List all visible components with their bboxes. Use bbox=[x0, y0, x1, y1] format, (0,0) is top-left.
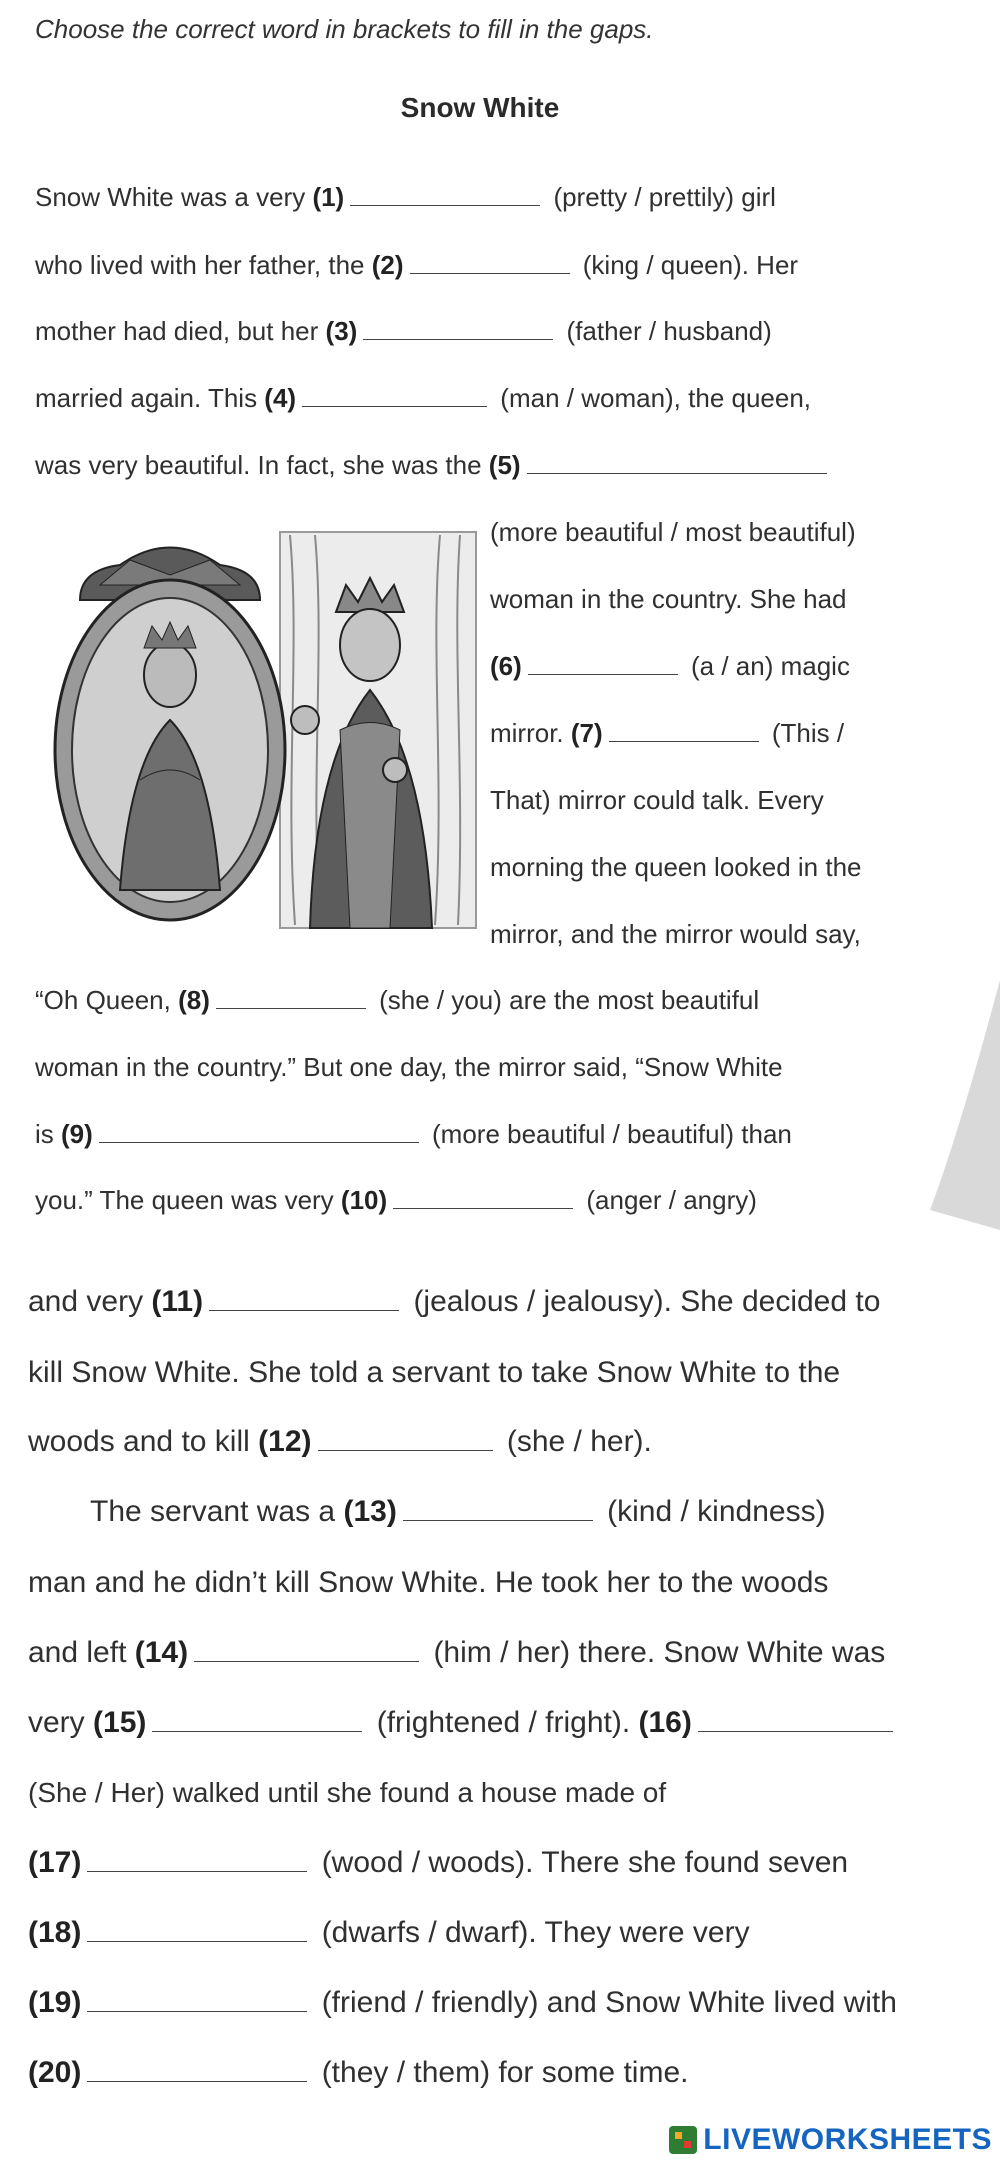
answer-gap-6[interactable] bbox=[528, 654, 678, 675]
answer-gap-10[interactable] bbox=[393, 1188, 573, 1209]
gap-number: (5) bbox=[488, 450, 521, 480]
text-line: (19) (friend / friendly) and Snow White lived with bbox=[28, 1986, 897, 2019]
answer-gap-15[interactable] bbox=[152, 1711, 362, 1732]
gap-number: (7) bbox=[570, 718, 603, 748]
text-line: The servant was a (13) (kind / kindness) bbox=[90, 1495, 826, 1528]
gap-number: (4) bbox=[264, 383, 297, 413]
answer-gap-17[interactable] bbox=[87, 1851, 307, 1872]
page-curl-shadow bbox=[930, 980, 1000, 1230]
story-title: Snow White bbox=[400, 92, 560, 123]
gap-number: (11) bbox=[151, 1285, 204, 1318]
text-line: mirror, and the mirror would say, bbox=[490, 919, 861, 949]
gap-number: (19) bbox=[28, 1986, 82, 2019]
text-line: is (9) (more beautiful / beautiful) than bbox=[35, 1119, 792, 1149]
answer-gap-13[interactable] bbox=[403, 1500, 593, 1521]
gap-number: (15) bbox=[93, 1706, 147, 1739]
gap-number: (3) bbox=[325, 316, 358, 346]
text-line: (18) (dwarfs / dwarf). They were very bbox=[28, 1916, 750, 1949]
text-line: morning the queen looked in the bbox=[490, 852, 862, 882]
answer-gap-8[interactable] bbox=[216, 988, 366, 1009]
answer-gap-5[interactable] bbox=[527, 453, 827, 474]
instruction-text: Choose the correct word in brackets to fill in the gaps. bbox=[35, 14, 654, 44]
gap-number: (1) bbox=[312, 182, 345, 212]
text-line: woman in the country. She had bbox=[490, 584, 847, 614]
answer-gap-14[interactable] bbox=[194, 1641, 419, 1662]
answer-gap-2[interactable] bbox=[410, 253, 570, 274]
text-line: you.” The queen was very (10) (anger / angry) bbox=[35, 1185, 757, 1215]
answer-gap-7[interactable] bbox=[609, 721, 759, 742]
gap-number: (9) bbox=[61, 1119, 93, 1149]
text-line: (20) (they / them) for some time. bbox=[28, 2056, 689, 2089]
queen-mirror-illustration bbox=[40, 530, 480, 930]
text-line: (6) (a / an) magic bbox=[490, 651, 850, 681]
text-line: man and he didn’t kill Snow White. He took her to the woods bbox=[28, 1566, 829, 1599]
gap-number: (10) bbox=[340, 1185, 388, 1215]
gap-number: (8) bbox=[178, 985, 210, 1015]
text-line: (She / Her) walked until she found a house made of bbox=[28, 1777, 667, 1808]
gap-number: (13) bbox=[343, 1495, 397, 1528]
gap-number: (2) bbox=[371, 250, 404, 280]
text-line: woman in the country.” But one day, the mirror said, “Snow White bbox=[35, 1052, 783, 1082]
answer-gap-3[interactable] bbox=[363, 319, 553, 340]
text-line: who lived with her father, the (2) (king / queen). Her bbox=[35, 250, 799, 280]
text-line: and very (11) (jealous / jealousy). She decided to bbox=[28, 1285, 881, 1318]
text-line: very (15) (frightened / fright). (16) bbox=[28, 1706, 899, 1740]
text-line: “Oh Queen, (8) (she / you) are the most beautiful bbox=[35, 985, 760, 1015]
text-line: woods and to kill (12) (she / her). bbox=[28, 1425, 652, 1458]
text-line: That) mirror could talk. Every bbox=[490, 785, 824, 815]
text-line: Snow White was a very (1) (pretty / prettily) girl bbox=[35, 182, 776, 212]
text-line: (more beautiful / most beautiful) bbox=[490, 517, 856, 547]
text-line: mother had died, but her (3) (father / husband) bbox=[35, 316, 772, 346]
answer-gap-11[interactable] bbox=[209, 1290, 399, 1311]
gap-number: (18) bbox=[28, 1916, 82, 1949]
answer-gap-1[interactable] bbox=[350, 185, 540, 206]
gap-number: (6) bbox=[490, 651, 522, 681]
answer-gap-4[interactable] bbox=[302, 386, 487, 407]
gap-number: (17) bbox=[28, 1846, 82, 1879]
text-line: mirror. (7) (This / bbox=[490, 718, 845, 748]
gap-number: (20) bbox=[28, 2056, 82, 2089]
answer-gap-16[interactable] bbox=[698, 1711, 893, 1732]
answer-gap-9[interactable] bbox=[99, 1122, 419, 1143]
text-line: kill Snow White. She told a servant to take Snow White to the bbox=[28, 1356, 841, 1389]
brand-text: LIVEWORKSHEETS bbox=[703, 2123, 992, 2156]
logo-icon bbox=[669, 2126, 697, 2154]
text-line: (17) (wood / woods). There she found seven bbox=[28, 1846, 849, 1879]
gap-number: (16) bbox=[638, 1706, 692, 1739]
text-line: and left (14) (him / her) there. Snow White was bbox=[28, 1636, 886, 1669]
gap-number: (12) bbox=[258, 1425, 312, 1458]
text-line: was very beautiful. In fact, she was the (5) bbox=[35, 448, 833, 482]
gap-number: (14) bbox=[134, 1636, 189, 1669]
answer-gap-20[interactable] bbox=[87, 2061, 307, 2082]
answer-gap-18[interactable] bbox=[87, 1921, 307, 1942]
answer-gap-12[interactable] bbox=[318, 1430, 493, 1451]
text-line: married again. This (4) (man / woman), the queen, bbox=[35, 383, 812, 413]
liveworksheets-logo bbox=[669, 2123, 992, 2157]
answer-gap-19[interactable] bbox=[87, 1991, 307, 2012]
